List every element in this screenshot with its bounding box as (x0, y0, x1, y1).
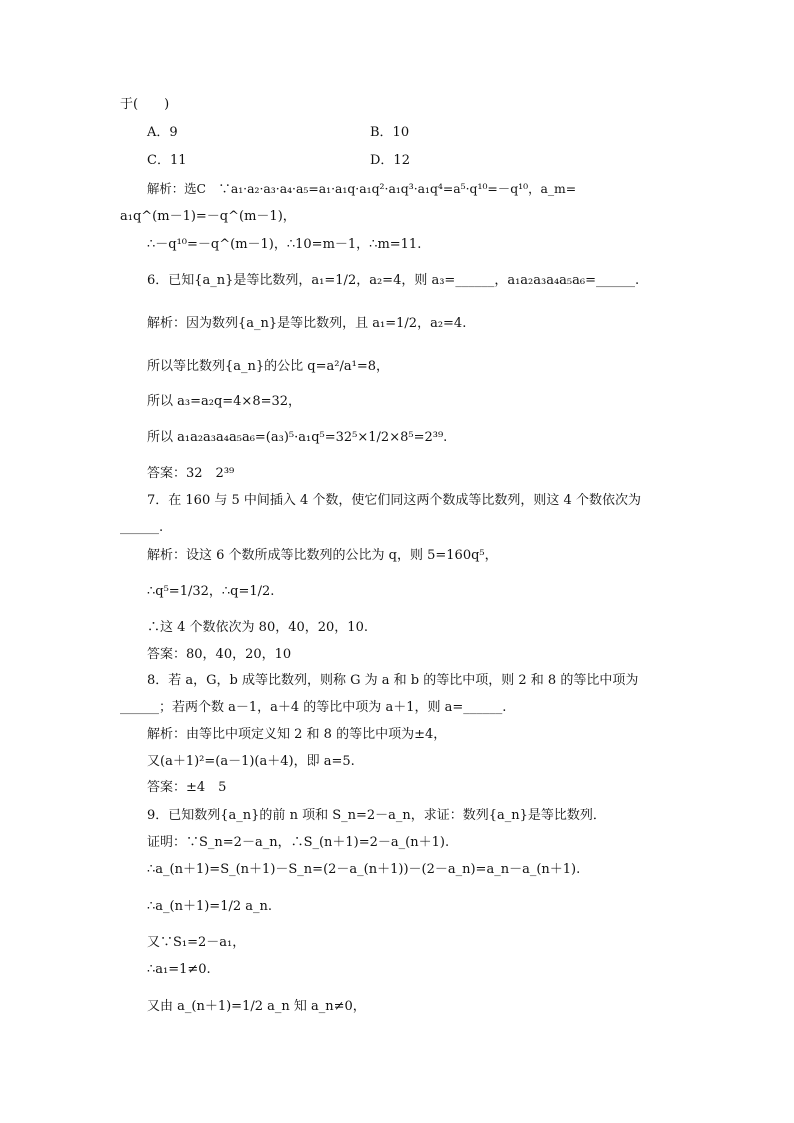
q5-option-c: C．11 (147, 153, 187, 168)
q7-analysis-line-1: 解析：设这 6 个数所成等比数列的公比为 q，则 5=160q⁵， (147, 548, 498, 563)
q7-analysis-line-3: ∴这 4 个数依次为 80，40，20，10. (147, 620, 368, 635)
q6-analysis-line-4: 所以 a₁a₂a₃a₄a₅a₆=(a₃)⁵·a₁q⁵=32⁵×1/2×8⁵=2³⁹. (147, 430, 448, 445)
q7-stem-line-1: 7．在 160 与 5 中间插入 4 个数，使它们同这两个数成等比数列，则这 4 个数依次为 (147, 493, 641, 508)
q5-option-a: A．9 (147, 125, 178, 140)
q7-answer: 答案：80，40，20，10 (147, 647, 292, 662)
q6-stem: 6．已知{a_n}是等比数列，a₁=1/2，a₂=4，则 a₃=______，a₁a₂a₃a₄a₅a₆=______. (147, 273, 640, 288)
q5-analysis-line-2: a₁q^(m－1)=－q^(m－1)， (120, 209, 296, 224)
q9-proof-line-6: 又由 a_(n＋1)=1/2 a_n 知 a_n≠0， (147, 999, 366, 1014)
q8-stem-line-2: ______；若两个数 a－1，a＋4 的等比中项为 a＋1，则 a=______. (120, 700, 507, 715)
q8-analysis-line-2: 又(a＋1)²=(a－1)(a＋4)，即 a=5. (147, 754, 355, 769)
q5-analysis-line-1: 解析：选C ∵a₁·a₂·a₃·a₄·a₅=a₁·a₁q·a₁q²·a₁q³·a₁q⁴=a⁵·q¹⁰=－q¹⁰，a_m= (147, 181, 577, 196)
q6-answer: 答案：32 2³⁹ (147, 466, 235, 481)
q5-stem-tail: 于( ) (120, 97, 170, 112)
q5-option-b: B．10 (370, 125, 410, 140)
q6-analysis-line-1: 解析：因为数列{a_n}是等比数列，且 a₁=1/2，a₂=4. (147, 316, 467, 331)
q9-proof-line-1: 证明：∵S_n=2－a_n，∴S_(n＋1)=2－a_(n＋1). (147, 835, 450, 850)
q9-proof-line-3: ∴a_(n＋1)=1/2 a_n. (147, 899, 273, 914)
q9-proof-line-2: ∴a_(n＋1)=S_(n＋1)－S_n=(2－a_(n＋1))－(2－a_n)=a_n－a_(n＋1). (147, 862, 581, 877)
q5-option-d: D．12 (370, 153, 410, 168)
q6-analysis-line-2: 所以等比数列{a_n}的公比 q=a²/a¹=8， (147, 359, 389, 374)
q8-stem-line-1: 8．若 a，G，b 成等比数列，则称 G 为 a 和 b 的等比中项，则 2 和 8 的等比中项为 (147, 673, 639, 688)
q8-analysis-line-1: 解析：由等比中项定义知 2 和 8 的等比中项为±4， (147, 727, 447, 742)
q7-analysis-line-2: ∴q⁵=1/32，∴q=1/2. (147, 584, 275, 599)
q8-answer: 答案：±4 5 (147, 780, 227, 795)
q9-stem: 9．已知数列{a_n}的前 n 项和 S_n=2－a_n，求证：数列{a_n}是等比数列． (147, 808, 606, 823)
q5-analysis-line-3: ∴－q¹⁰=－q^(m－1)，∴10=m－1，∴m=11. (147, 237, 422, 252)
q9-proof-line-4: 又∵S₁=2－a₁， (147, 935, 246, 950)
q9-proof-line-5: ∴a₁=1≠0. (147, 962, 211, 977)
q7-stem-line-2: ______. (120, 520, 164, 535)
q6-analysis-line-3: 所以 a₃=a₂q=4×8=32， (147, 394, 302, 409)
